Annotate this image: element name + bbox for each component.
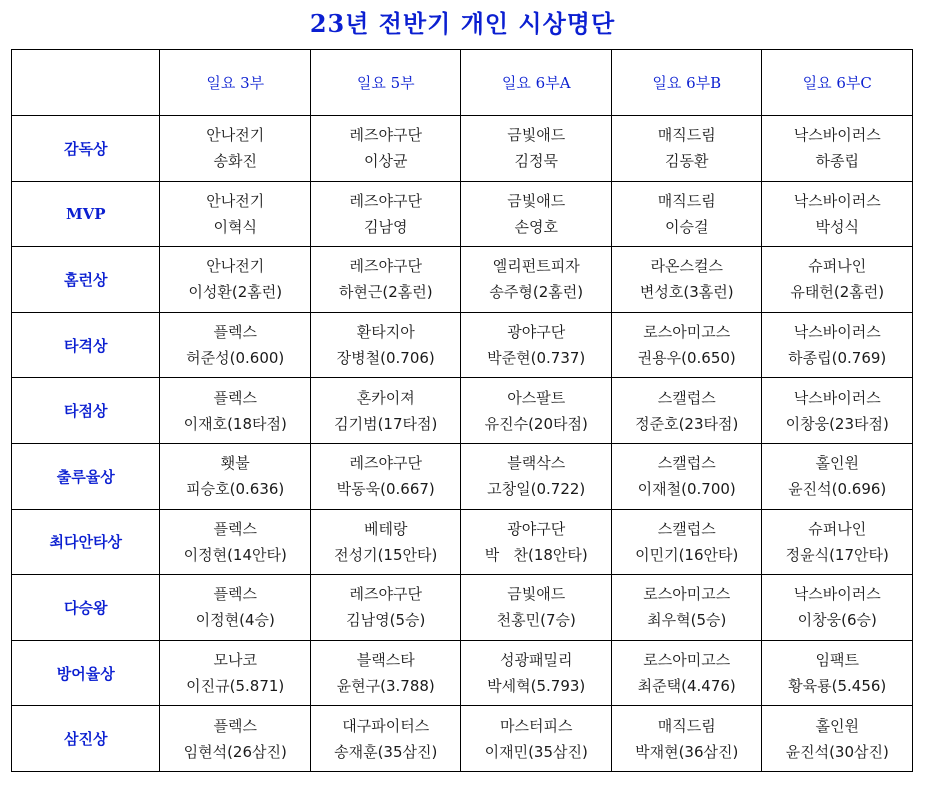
winner-entry <box>762 581 912 633</box>
team-name: 광야구단 <box>507 519 566 538</box>
winner-entry <box>461 713 611 765</box>
division-header: 일요 6부A <box>461 50 612 116</box>
team-name: 안나전기 <box>206 257 265 276</box>
player-name: 박 찬(18안타) <box>484 545 588 564</box>
player-name: 황육룡(5.456) <box>788 677 887 696</box>
winner-cell <box>762 312 913 378</box>
player-name: 박재현(36삼진) <box>635 742 739 761</box>
team-name: 아스팔트 <box>507 388 566 407</box>
winner-cell <box>160 509 311 575</box>
table-row <box>12 247 913 313</box>
team-name: 낙스바이러스 <box>793 126 881 145</box>
winner-entry <box>311 516 461 568</box>
winner-cell <box>611 116 762 182</box>
team-name: 라온스컬스 <box>650 257 723 276</box>
division-header: 일요 6부C <box>762 50 913 116</box>
winner-cell <box>160 706 311 772</box>
team-name: 매직드림 <box>657 191 716 210</box>
winner-cell <box>762 378 913 444</box>
player-name: 박동욱(0.667) <box>336 480 435 499</box>
winner-entry <box>311 713 461 765</box>
team-name: 레즈야구단 <box>349 126 422 145</box>
winner-cell <box>310 181 461 247</box>
page-title: 23년 전반기 개인 시상명단 <box>309 9 616 38</box>
winner-entry <box>461 385 611 437</box>
player-name: 이상균 <box>363 152 408 171</box>
player-name: 이정현(14안타) <box>183 545 287 564</box>
winner-cell <box>160 312 311 378</box>
division-header: 일요 5부 <box>310 50 461 116</box>
winner-entry <box>612 188 762 240</box>
winner-cell <box>611 378 762 444</box>
winner-entry <box>612 450 762 502</box>
winner-entry <box>762 122 912 174</box>
winner-entry <box>461 450 611 502</box>
player-name: 윤현구(3.788) <box>336 677 435 696</box>
team-name: 안나전기 <box>206 126 265 145</box>
player-name: 이진규(5.871) <box>186 677 285 696</box>
winner-entry <box>311 450 461 502</box>
player-name: 이정현(4승) <box>195 611 275 630</box>
winner-entry <box>160 188 310 240</box>
team-name: 홀인원 <box>815 454 859 473</box>
winner-entry <box>461 581 611 633</box>
player-name: 손영호 <box>514 217 558 236</box>
table-row <box>12 706 913 772</box>
winner-cell <box>461 181 612 247</box>
winner-entry <box>160 581 310 633</box>
winner-entry <box>160 253 310 305</box>
team-name: 혼카이져 <box>356 388 415 407</box>
winner-cell <box>762 443 913 509</box>
team-name: 매직드림 <box>657 716 716 735</box>
winner-entry <box>311 319 461 371</box>
winner-entry <box>612 253 762 305</box>
winner-entry <box>311 581 461 633</box>
award-name: 다승왕 <box>12 575 160 641</box>
winner-cell <box>461 640 612 706</box>
winner-cell <box>611 575 762 641</box>
player-name: 고창일(0.722) <box>487 480 586 499</box>
winner-entry <box>762 516 912 568</box>
team-name: 엘리펀트피자 <box>492 257 580 276</box>
award-name: 방어율상 <box>12 640 160 706</box>
team-name: 스캘럽스 <box>657 519 716 538</box>
winner-entry <box>762 450 912 502</box>
table-header-row <box>12 50 913 116</box>
player-name: 이혁식 <box>213 217 257 236</box>
team-name: 횃불 <box>220 454 250 473</box>
player-name: 이재철(0.700) <box>637 480 736 499</box>
winner-entry <box>311 385 461 437</box>
team-name: 홀인원 <box>815 716 859 735</box>
team-name: 플렉스 <box>213 323 257 342</box>
winner-cell <box>160 575 311 641</box>
winner-cell <box>611 706 762 772</box>
winner-entry <box>311 253 461 305</box>
winner-entry <box>160 516 310 568</box>
winner-entry <box>160 713 310 765</box>
team-name: 대구파이터스 <box>342 716 430 735</box>
player-name: 김기범(17타점) <box>334 414 438 433</box>
player-name: 김남영(5승) <box>346 611 426 630</box>
winner-cell <box>461 509 612 575</box>
table-row <box>12 443 913 509</box>
award-name: 타격상 <box>12 312 160 378</box>
award-name: MVP <box>12 181 160 247</box>
winner-entry <box>612 319 762 371</box>
team-name: 스캘럽스 <box>657 388 716 407</box>
winner-entry <box>762 385 912 437</box>
awards-table <box>11 49 913 772</box>
winner-entry <box>612 516 762 568</box>
division-header: 일요 3부 <box>160 50 311 116</box>
winner-entry <box>612 713 762 765</box>
winner-cell <box>762 706 913 772</box>
player-name: 이민기(16안타) <box>635 545 739 564</box>
team-name: 임팩트 <box>815 651 859 670</box>
team-name: 레즈야구단 <box>349 585 422 604</box>
player-name: 정준호(23타점) <box>635 414 739 433</box>
player-name: 허준성(0.600) <box>186 349 285 368</box>
team-name: 낙스바이러스 <box>793 585 881 604</box>
winner-cell <box>160 247 311 313</box>
winner-entry <box>160 450 310 502</box>
team-name: 로스아미고스 <box>643 651 731 670</box>
player-name: 유태헌(2홈런) <box>790 283 885 302</box>
player-name: 박준현(0.737) <box>487 349 586 368</box>
winner-cell <box>310 706 461 772</box>
winner-entry <box>160 385 310 437</box>
winner-entry <box>461 516 611 568</box>
winner-cell <box>310 575 461 641</box>
team-name: 레즈야구단 <box>349 191 422 210</box>
winner-cell <box>310 443 461 509</box>
corner-cell <box>12 50 160 116</box>
award-name: 삼진상 <box>12 706 160 772</box>
winner-entry <box>762 713 912 765</box>
team-name: 마스터피스 <box>500 716 573 735</box>
winner-cell <box>762 509 913 575</box>
team-name: 로스아미고스 <box>643 585 731 604</box>
player-name: 박세혁(5.793) <box>487 677 586 696</box>
team-name: 금빛애드 <box>507 585 566 604</box>
team-name: 환타지아 <box>356 323 415 342</box>
player-name: 전성기(15안타) <box>334 545 438 564</box>
team-name: 레즈야구단 <box>349 454 422 473</box>
team-name: 플렉스 <box>213 519 257 538</box>
player-name: 장병철(0.706) <box>336 349 435 368</box>
winner-cell <box>611 443 762 509</box>
team-name: 성광패밀리 <box>500 651 573 670</box>
player-name: 하현근(2홈런) <box>338 283 433 302</box>
winner-cell <box>310 378 461 444</box>
team-name: 안나전기 <box>206 191 265 210</box>
winner-cell <box>160 443 311 509</box>
team-name: 금빛애드 <box>507 191 566 210</box>
winner-cell <box>310 247 461 313</box>
player-name: 이재민(35삼진) <box>484 742 588 761</box>
winner-entry <box>762 188 912 240</box>
player-name: 김동환 <box>664 152 709 171</box>
winner-entry <box>311 188 461 240</box>
winner-entry <box>461 253 611 305</box>
team-name: 플렉스 <box>213 585 257 604</box>
table-row <box>12 640 913 706</box>
winner-entry <box>612 385 762 437</box>
team-name: 베테랑 <box>363 519 408 538</box>
winner-cell <box>611 312 762 378</box>
player-name: 유진수(20타점) <box>484 414 588 433</box>
player-name: 박성식 <box>815 217 859 236</box>
winner-entry <box>762 253 912 305</box>
team-name: 금빛애드 <box>507 126 566 145</box>
team-name: 플렉스 <box>213 388 257 407</box>
winner-cell <box>461 575 612 641</box>
winner-cell <box>461 116 612 182</box>
table-row <box>12 509 913 575</box>
winner-entry <box>311 647 461 699</box>
winner-cell <box>762 640 913 706</box>
division-header: 일요 6부B <box>611 50 762 116</box>
team-name: 낙스바이러스 <box>793 388 881 407</box>
player-name: 최준택(4.476) <box>637 677 736 696</box>
winner-cell <box>762 116 913 182</box>
winner-cell <box>762 575 913 641</box>
player-name: 하종립(0.769) <box>788 349 887 368</box>
winner-entry <box>612 122 762 174</box>
player-name: 권용우(0.650) <box>637 349 736 368</box>
player-name: 최우혁(5승) <box>647 611 727 630</box>
winner-cell <box>160 181 311 247</box>
winner-entry <box>160 122 310 174</box>
winner-entry <box>612 581 762 633</box>
team-name: 매직드림 <box>657 126 716 145</box>
player-name: 김정묵 <box>514 152 558 171</box>
team-name: 블랙스타 <box>356 651 415 670</box>
player-name: 이창웅(23타점) <box>785 414 889 433</box>
table-row <box>12 181 913 247</box>
winner-entry <box>762 647 912 699</box>
team-name: 낙스바이러스 <box>793 191 881 210</box>
winner-entry <box>762 319 912 371</box>
team-name: 플렉스 <box>213 716 257 735</box>
player-name: 이승걸 <box>664 217 709 236</box>
award-name: 타점상 <box>12 378 160 444</box>
team-name: 슈퍼나인 <box>808 519 867 538</box>
table-row <box>12 312 913 378</box>
player-name: 이창웅(6승) <box>797 611 877 630</box>
player-name: 임현석(26삼진) <box>183 742 287 761</box>
winner-cell <box>310 312 461 378</box>
winner-cell <box>160 378 311 444</box>
player-name: 피승호(0.636) <box>186 480 285 499</box>
player-name: 변성호(3홈런) <box>639 283 734 302</box>
winner-cell <box>762 247 913 313</box>
winner-entry <box>160 647 310 699</box>
team-name: 모나코 <box>213 651 257 670</box>
award-name: 최다안타상 <box>12 509 160 575</box>
winner-cell <box>611 247 762 313</box>
winner-entry <box>461 647 611 699</box>
player-name: 이성환(2홈런) <box>188 283 283 302</box>
winner-entry <box>311 122 461 174</box>
team-name: 낙스바이러스 <box>793 323 881 342</box>
player-name: 윤진석(0.696) <box>788 480 887 499</box>
table-row <box>12 378 913 444</box>
player-name: 천홍민(7승) <box>496 611 576 630</box>
winner-cell <box>461 378 612 444</box>
team-name: 스캘럽스 <box>657 454 716 473</box>
award-name: 홈런상 <box>12 247 160 313</box>
winner-cell <box>611 181 762 247</box>
team-name: 슈퍼나인 <box>808 257 867 276</box>
winner-cell <box>762 181 913 247</box>
winner-cell <box>611 509 762 575</box>
winner-entry <box>461 319 611 371</box>
team-name: 광야구단 <box>507 323 566 342</box>
player-name: 송재훈(35삼진) <box>334 742 438 761</box>
winner-cell <box>461 706 612 772</box>
winner-entry <box>461 188 611 240</box>
player-name: 김남영 <box>363 217 408 236</box>
player-name: 송주형(2홈런) <box>489 283 584 302</box>
player-name: 윤진석(30삼진) <box>785 742 889 761</box>
winner-cell <box>310 116 461 182</box>
winner-cell <box>310 509 461 575</box>
player-name: 이재호(18타점) <box>183 414 287 433</box>
team-name: 로스아미고스 <box>643 323 731 342</box>
team-name: 블랙삭스 <box>507 454 566 473</box>
table-row <box>12 575 913 641</box>
winner-cell <box>461 247 612 313</box>
winner-cell <box>160 116 311 182</box>
award-name: 감독상 <box>12 116 160 182</box>
player-name: 하종립 <box>815 152 859 171</box>
winner-cell <box>461 443 612 509</box>
winner-entry <box>160 319 310 371</box>
player-name: 정윤식(17안타) <box>785 545 889 564</box>
winner-cell <box>160 640 311 706</box>
table-row <box>12 116 913 182</box>
player-name: 송화진 <box>213 152 257 171</box>
team-name: 레즈야구단 <box>349 257 422 276</box>
winner-cell <box>310 640 461 706</box>
winner-entry <box>461 122 611 174</box>
winner-cell <box>611 640 762 706</box>
award-name: 출루율상 <box>12 443 160 509</box>
winner-entry <box>612 647 762 699</box>
winner-cell <box>461 312 612 378</box>
